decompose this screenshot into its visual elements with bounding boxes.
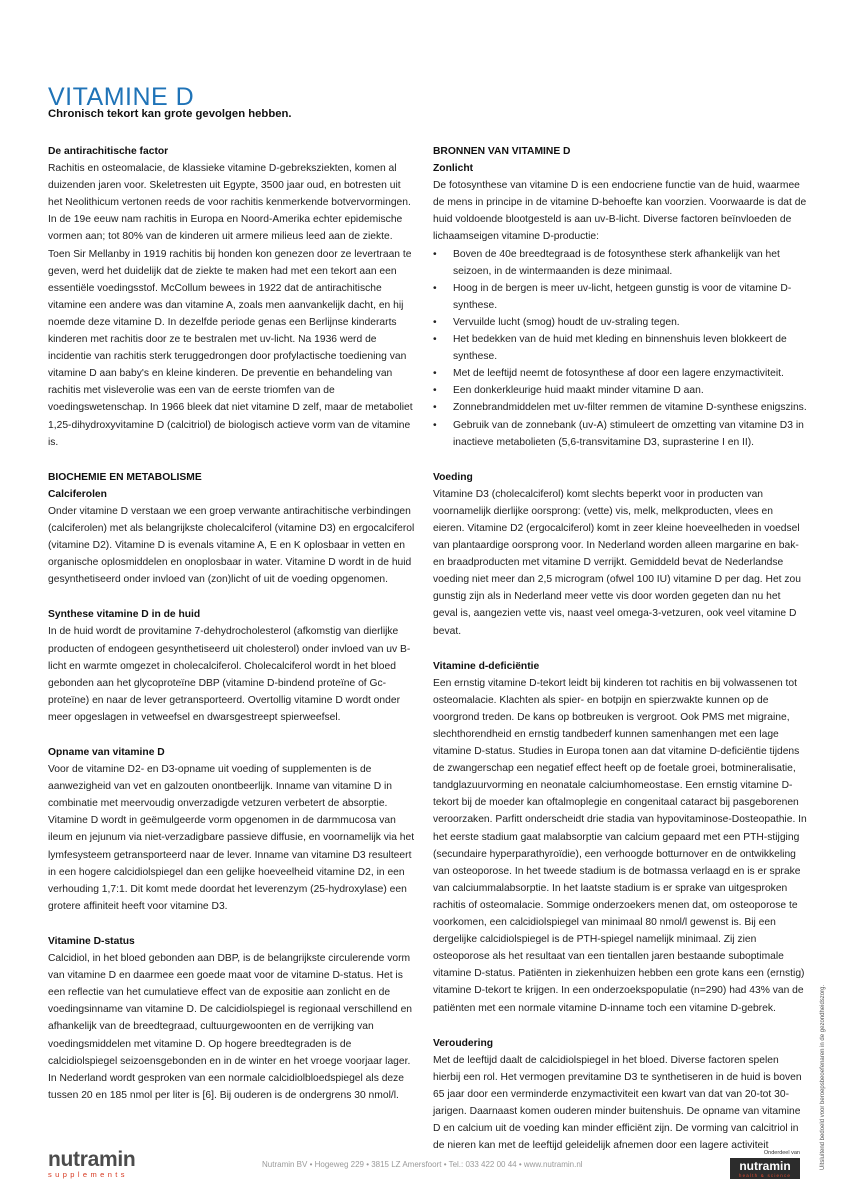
section-bronnen (433, 143, 807, 451)
parent-brand-word: nutramin (739, 1159, 791, 1173)
side-note-text: Uitsluitend bedoeld voor beroepsbeoefenaren in de gezondheidszorg. (820, 984, 826, 1170)
section-subheading: Zonlicht (433, 163, 474, 175)
list-item: • Het bedekken van de huid met kleding en binnenshuis leven blokkeert de synthese. (433, 331, 807, 365)
list-item: • Boven de 40e breedtegraad is de fotosynthese sterk afhankelijk van het seizoen, in de wintermaanden is deze minimaal. (433, 246, 807, 280)
side-note (820, 920, 830, 1170)
section-biochemie (48, 469, 416, 589)
list-item: • Met de leeftijd neemt de fotosynthese af door een lagere enzymactiviteit. (433, 365, 807, 382)
section-text: Calcidiol, in het bloed gebonden aan DBP, is de belangrijkste circulerende vorm van vitamine D en daarmee een goede maat voor de vitamine D-status. Het is een reflectie van het cumulatieve effect van de expositie aan zonlicht en de voedingsinname van vitamine D. De calcidiolspiegel is regionaal verschillend en afhankelijk van de breedtegraad, cultuurgewoonten en de verrijking van voedingsmiddelen met vitamine D. Op hogere breedtegraden is de calcidiolspiegel seizoensgebonden en in de winter en het vroege voorjaar lager. In Nederland wordt gesproken van een normale calcidiolbloedspiegel als deze tussen 20 en 185 nmol per liter is [6]. Bij ouderen is de ondergrens 30 nmol/l. (48, 953, 413, 1101)
list-item: • Zonnebrandmiddelen met uv-filter remmen de vitamine D-synthese enigszins. (433, 399, 807, 416)
section-status (48, 933, 416, 1104)
section-text: Voor de vitamine D2- en D3-opname uit voeding of supplementen is de aanwezigheid van vet en galzouten onontbeerlijk. Inname van vitamine D in combinatie met meervoudig onverzadigde vetzuren verbetert de absorptie. Vitamine D wordt in geëmulgeerde vorm opgenomen in de darmmucosa van ileum en jejunum via niet-verzadigbare passieve diffusie, en voornamelijk via het lymfesysteem getransporteerd naar de lever. Inname van vitamine D3 resulteert in een hogere calcidiolspiegel dan een gelijke hoeveelheid vitamine D2, in een verhouding 1,7:1. Dit komt mede doordat het leverenzym (25-hydroxylase) een grotere affiniteit heeft voor vitamine D3. (48, 764, 415, 912)
section-text: De fotosynthese van vitamine D is een endocriene functie van de huid, waarmee de mens in principe in de vitamine D-behoefte kan voorzien. Voorwaarde is dat de huid voldoende blootgesteld is aan uv-B-licht. Diverse factoren beïnvloeden de lichaamseigen vitamine D-productie: (433, 180, 807, 243)
section-opname (48, 744, 416, 915)
section-text: In de huid wordt de provitamine 7-dehydrocholesterol (afkomstig van dierlijke producten of endogeen gesynthetiseerd uit cholesterol) onder invloed van uv B-licht en warmte omgezet in cholecalciferol. Cholecalciferol wordt in het bloed gebonden aan het glycoproteïne DBP (vitamine D-bindend proteïne of Gc-proteïne) en naar de lever getransporteerd. Overtollig vitamine D wordt onder meer opgeslagen in vetweefsel en dwarsgestreept spierweefsel. (48, 626, 411, 723)
section-deficientie (433, 658, 807, 1017)
parent-brand-badge (730, 1158, 800, 1179)
section-voeding (433, 469, 807, 640)
section-veroudering (433, 1035, 807, 1155)
logo-subtitle: supplements (48, 1170, 128, 1179)
logo-word: nutramin (48, 1148, 136, 1171)
footer-address: Nutramin BV • Hogeweg 229 • 3815 LZ Amersfoort • Tel.: 033 422 00 44 • www.nutramin.nl (262, 1160, 583, 1169)
list-item: • Vervuilde lucht (smog) houdt de uv-straling tegen. (433, 314, 807, 331)
factor-list (433, 246, 807, 451)
section-text: Een ernstig vitamine D-tekort leidt bij kinderen tot rachitis en bij volwassenen tot osteomalacie. Klachten als spier- en botpijn en spierzwakte kunnen op de voorgrond treden. De kans op botbreuken is vergroot. Ook PMS met migraine, slechthorendheid en ernstig tandbederf kunnen samenhangen met een lage vitamine D-status. Studies in Europa tonen aan dat vitamine D-deficiëntie tijdens de zwangerschap een negatief effect heeft op de foetale groei, botmineralisatie, tandglazuurvorming en neonatale calciumhomeostase. Een ernstig vitamine D-tekort bij de moeder kan oftalmoplegie en congenitaal cataract bij pasgeborenen veroorzaken. Parfitt onderscheidt drie stadia van hypovitaminose-Dosteopathie. In het eerste stadium gaat malabsorptie van calcium gepaard met een PTH-stijging (secundaire hyperparathyroïdie), een verhoogde botturnover en de ontwikkeling van osteoporose. In het tweede stadium is de botmassa verlaagd en is er sprake van calciummalabsorptie. In het laatste stadium is er sprake van uitgesproken rachitis of osteomalacie. Sommige onderzoekers menen dat, om osteoporose te voorkomen, een calcidiolspiegel van minimaal 80 nmol/l gewenst is. Bij een dergelijke calcidiolspiegel is de PTH-spiegel namelijk minimaal. Zij zien osteoporose als het resultaat van een tientallen jaren bestaande suboptimale vitamine D-status. Patiënten in ziekenhuizen hebben een grote kans een (ernstig) vitamine D-tekort te krijgen. In een onderzoekspopulatie (n=290) had 43% van de patiënten met een normale vitamine D-inname toch een vitamine D-gebrek. (433, 677, 807, 1014)
list-item: • Gebruik van de zonnebank (uv-A) stimuleert de omzetting van vitamine D3 in inactieve metabolieten (5,6-transvitamine D3, suprasterine I en II). (433, 417, 807, 451)
section-heading: Vitamine d-deficiëntie (433, 660, 540, 672)
section-synthese (48, 606, 416, 726)
section-antirachitische-factor (48, 143, 416, 451)
section-heading: De antirachitische factor (48, 146, 169, 157)
parent-brand (730, 1150, 800, 1179)
parent-brand-label: Onderdeel van (763, 1150, 800, 1156)
list-item: • Hoog in de bergen is meer uv-licht, hetgeen gunstig is voor de vitamine D-synthese. (433, 280, 807, 314)
section-heading: Synthese vitamine D in de huid (48, 609, 201, 621)
list-item: • Een donkerkleurige huid maakt minder vitamine D aan. (433, 382, 807, 399)
section-heading: BIOCHEMIE EN METABOLISME (48, 471, 202, 483)
section-subheading: Calciferolen (48, 488, 107, 500)
section-text: Onder vitamine D verstaan we een groep verwante antirachitische verbindingen (calciferolen) met als belangrijkste cholecalciferol (vitamine D3) en ergocalciferol (vitamine D2). Vitamine D is evenals vitamine A, E en K oplosbaar in vetten en organische oplosmiddelen en onoplosbaar in water. Vitamine D wordt in de huid gesynthetiseerd onder invloed van (zon)licht of uit de voeding opgenomen. (48, 505, 415, 586)
page-subtitle: Chronisch tekort kan grote gevolgen hebben. (48, 108, 292, 120)
section-heading: Opname van vitamine D (48, 747, 165, 758)
nutramin-logo (48, 1150, 135, 1179)
left-column (48, 143, 416, 1122)
page-title: VITAMINE D (48, 82, 195, 111)
section-text: Vitamine D3 (cholecalciferol) komt slechts beperkt voor in producten van voornamelijk dierlijke oorsprong: (vette) vis, melk, melkproducten, vlees en eieren. Vitamine D2 (ergocalciferol) komt in zeer kleine hoeveelheden in voedsel van plantaardige oorsprong voor. In Nederland worden alleen margarine en bak- en braadproducten met vitamine D verrijkt. Gemiddeld bevat de Nederlandse voeding niet meer dan 2,5 microgram (ofwel 100 IU) vitamine D per dag. Het zou gunstig zijn als in Nederland meer vette vis door worden gegeten dan nu het geval is, aangezien vette vis, naast veel omega-3-vetzuren, ook veel vitamine D bevat. (433, 488, 802, 637)
right-column (433, 143, 807, 1172)
section-text: Met de leeftijd daalt de calcidiolspiegel in het bloed. Diverse factoren spelen hierbij een rol. Het vermogen previtamine D3 te synthetiseren in de huid is boven 65 jaar door een verminderde enzymactiviteit een kwart van dat van 20-tot 30-jarigen. Daarnaast komen ouderen minder buitenshuis. De opname van vitamine D en calcium uit de voeding kan minder efficiënt zijn. De vorming van calcitriol in de nieren kan met de leeftijd geleidelijk afnemen door een lagere activiteit (433, 1054, 802, 1152)
section-heading: Veroudering (433, 1037, 494, 1049)
section-heading: BRONNEN VAN VITAMINE D (433, 146, 571, 157)
section-heading: Vitamine D-status (48, 935, 135, 947)
section-heading: Voeding (433, 471, 473, 483)
parent-brand-sub: health & science (738, 1173, 792, 1178)
section-text: Rachitis en osteomalacie, de klassieke vitamine D-gebreksziekten, komen al duizenden jaren voor. Skeletresten uit Egypte, 3500 jaar oud, en botresten uit het Neolithicum vertonen reeds de voor rachitis kenmerkende botvervormingen. In de 19e eeuw nam rachitis in Europa en Noord-Amerika echter epidemische vormen aan; tot 80% van de kinderen uit armere milieus leed aan de ziekte. Toen Sir Mellanby in 1919 rachitis bij honden kon genezen door ze levertraan te geven, werd het duidelijk dat de ziekte te maken had met een tekort aan een essentiële voedingsstof. McCollum bewees in 1922 dat de antirachitische vitamine een andere was dan vitamine A, zoals men aanvankelijk dacht, en hij noemde deze vitamine D. In dezelfde periode genas een Berlijnse kinderarts kinderen met rachitis door ze te bestralen met uv-licht. Na 1936 werd de incidentie van rachitis sterk teruggedrongen door profylactische toediening van vitamine D aan baby's en kleine kinderen. De preventie en behandeling van rachitis met visleverolie was een van de eerste triomfen van de voedingswetenschap. In 1966 bleek dat niet vitamine D zelf, maar de metaboliet 1,25-dihydroxyvitamine D (calcitriol) de biologisch actieve vorm van de vitamine is. (48, 163, 413, 448)
